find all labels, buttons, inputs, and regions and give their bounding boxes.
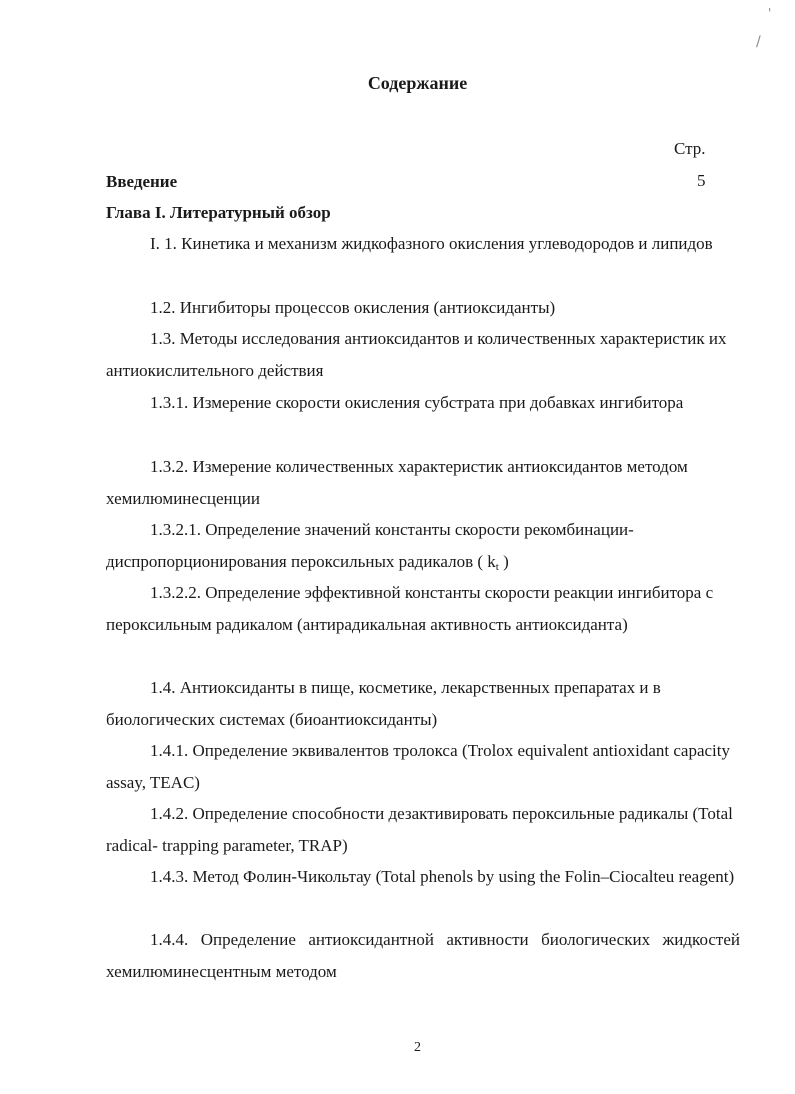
scan-artifact-mark: / (756, 34, 761, 50)
toc-chapter-heading: Глава I. Литературный обзор (106, 203, 331, 222)
toc-intro-page: 5 (697, 171, 706, 190)
toc-entry: 1.4.4. Определение антиоксидантной активности биологических жидкостей хемилюминесцентным методом (106, 930, 740, 981)
toc-entry: 1.4.2. Определение способности дезактивировать пероксильные радикалы (Total radical- trapping parameter, TRAP) (106, 804, 733, 855)
toc-entry: 1.3.2. Измерение количественных характеристик антиоксидантов методом хемилюминесценции (106, 457, 688, 508)
toc-entry (106, 514, 740, 583)
toc-entry: 1.3.2.2. Определение эффективной константы скорости реакции ингибитора с пероксильным радикалом (антирадикальная активность антиоксиданта) (106, 583, 714, 634)
toc-entry: 1.2. Ингибиторы процессов окисления (антиоксиданты) (150, 298, 556, 317)
toc-entry-subscript: t (495, 560, 499, 573)
toc-entry: I. 1. Кинетика и механизм жидкофазного окисления углеводородов и липидов (150, 234, 713, 253)
page-title: Содержание (367, 73, 468, 93)
scan-artifact-mark: ' (768, 6, 772, 20)
toc-entry: 1.3.1. Измерение скорости окисления субстрата при добавках ингибитора (150, 393, 684, 412)
toc-entry: 1.4.1. Определение эквивалентов тролокса (Trolox equivalent antioxidant capacity assay, TEAC) (106, 741, 730, 792)
toc-entry: 1.4. Антиоксиданты в пище, косметике, лекарственных препаратах и в биологических системах (биоантиоксиданты) (106, 678, 661, 729)
toc-intro-label: Введение (106, 172, 178, 191)
toc-entry: 1.4.3. Метод Фолин-Чикольтау (Total phenols by using the Folin–Ciocalteu reagent) (150, 867, 735, 886)
page-column-label: Стр. (674, 139, 706, 158)
footer-page-number: 2 (414, 1040, 421, 1055)
toc-entry: 1.3. Методы исследования антиоксидантов и количественных характеристик их антиокислительного действия (106, 329, 727, 380)
toc-entry-text-end: ) (498, 551, 509, 571)
toc-entry-text: 1.3.2.1. Определение значений константы скорости рекомбинации-диспропорционирования пероксильных радикалов ( k (106, 520, 634, 571)
